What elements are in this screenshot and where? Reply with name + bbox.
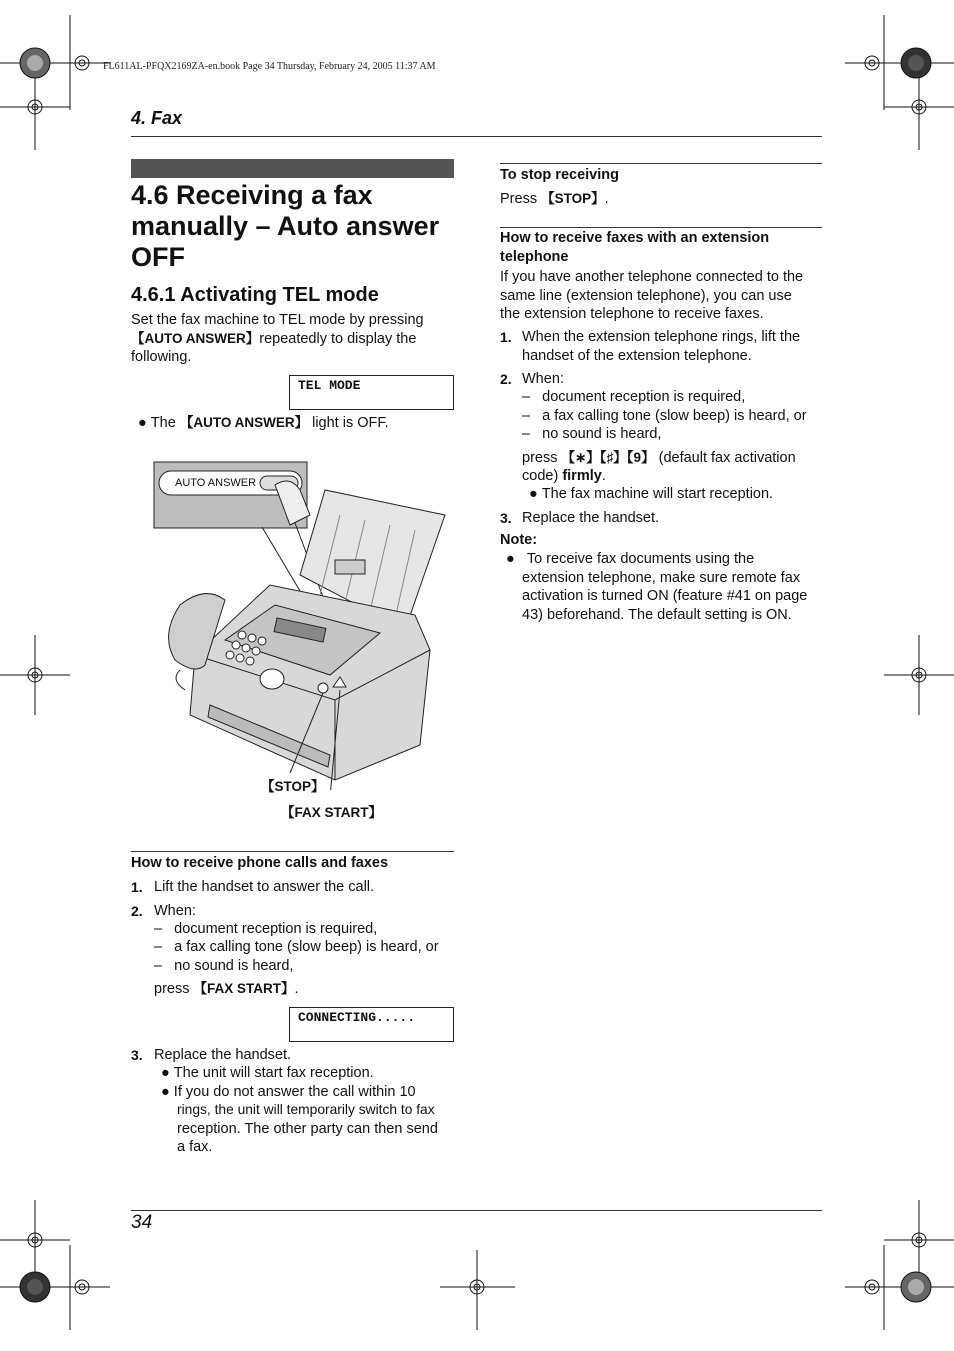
- fax-start-key: 【FAX START】: [193, 981, 295, 996]
- rule-phone-calls: [131, 851, 454, 852]
- page-number: 34: [131, 1212, 153, 1233]
- rule-extension: [500, 227, 822, 228]
- fax-machine-illustration: [150, 455, 450, 790]
- bullet-continued: a fax.: [177, 1139, 213, 1155]
- dash-item: – no sound is heard,: [522, 426, 662, 442]
- bullet-light: [138, 414, 389, 433]
- press-pre: press: [522, 450, 558, 466]
- firmly-text: firmly: [562, 468, 602, 484]
- step-text: Lift the handset to answer the call.: [154, 879, 375, 895]
- stop-callout: 【STOP】: [261, 779, 325, 794]
- file-info: FL611AL-PFQX2169ZA-en.book Page 34 Thursday, February 24, 2005 11:37 AM: [103, 61, 436, 72]
- dash-item: – document reception is required,: [522, 389, 746, 405]
- auto-answer-key-2: 【AUTO ANSWER】: [179, 415, 309, 430]
- page-title: 4.6 Receiving a fax manually – Auto answer OFF: [131, 180, 440, 272]
- section-title: 4. Fax: [131, 108, 183, 128]
- press-pre: press: [154, 981, 190, 997]
- intro-pre: Set the fax machine to TEL mode by pressing: [131, 312, 424, 328]
- extension-para: the extension telephone to receive faxes.: [500, 306, 764, 322]
- auto-answer-label: AUTO ANSWER: [175, 477, 257, 489]
- lcd-connecting: CONNECTING.....: [289, 1007, 454, 1042]
- note-bullet: ● To receive fax documents using the: [506, 551, 755, 567]
- intro-post: repeatedly to display the following.: [131, 330, 417, 366]
- dash-item: – a fax calling tone (slow beep) is heard, or: [522, 408, 807, 424]
- extension-para: same line (extension telephone), you can use: [500, 288, 792, 304]
- bullet-text: If you do not answer the call within 10: [173, 1084, 416, 1100]
- bullet-continued: rings, the unit will temporarily switch to fax: [177, 1102, 435, 1117]
- lcd-tel-mode: TEL MODE: [289, 375, 454, 410]
- press-line: [522, 449, 796, 468]
- step-text: When:: [522, 371, 564, 387]
- subsection-title: 4.6.1 Activating TEL mode: [131, 284, 379, 306]
- phone-calls-heading: How to receive phone calls and faxes: [131, 855, 389, 871]
- step-number: 1.: [500, 329, 512, 345]
- press-pre: Press: [500, 191, 538, 207]
- stop-receiving-heading: To stop receiving: [500, 167, 619, 183]
- rule-stop: [500, 163, 822, 164]
- bullet-item: ● If you do not answer the call within 10: [161, 1084, 416, 1100]
- note-continued: extension telephone, make sure remote fax: [522, 570, 801, 586]
- step-text: Replace the handset.: [522, 510, 660, 526]
- bullet-light-post: light is OFF.: [312, 415, 389, 431]
- bullet-continued: reception. The other party can then send: [177, 1121, 438, 1137]
- bullet-text: The fax machine will start reception.: [541, 486, 774, 502]
- extension-heading-1: How to receive faxes with an extension: [500, 230, 770, 246]
- dash-text: a fax calling tone (slow beep) is heard, or: [542, 408, 807, 424]
- press-post: .: [601, 468, 606, 484]
- activation-keys: 【∗】【♯】【9】: [561, 450, 655, 465]
- bullet-light-pre: The: [150, 415, 176, 431]
- auto-answer-key: 【AUTO ANSWER】: [131, 330, 260, 346]
- step-number: 3.: [131, 1047, 143, 1063]
- dash-text: no sound is heard,: [542, 426, 662, 442]
- step-number: 1.: [131, 879, 143, 895]
- press-post: .: [294, 981, 299, 997]
- dash-item: – no sound is heard,: [154, 958, 294, 974]
- dash-text: document reception is required,: [542, 389, 746, 405]
- title-bar: [131, 159, 454, 178]
- dash-item: – document reception is required,: [154, 921, 378, 937]
- note-label: Note:: [500, 532, 538, 548]
- press-post: .: [604, 191, 609, 207]
- step-number: 3.: [500, 510, 512, 526]
- bullet-dot: ●: [138, 415, 147, 431]
- press-line: [154, 980, 299, 999]
- fax-start-callout: 【FAX START】: [281, 805, 382, 820]
- intro-text: [131, 311, 461, 367]
- note-continued: activation is turned ON (feature #41 on page: [522, 588, 808, 604]
- extension-heading-2: telephone: [500, 249, 569, 265]
- press-post: (default fax activation: [658, 450, 796, 466]
- step-text: When the extension telephone rings, lift the: [522, 329, 801, 345]
- dash-text: no sound is heard,: [174, 958, 294, 974]
- stop-press-line: [500, 190, 609, 209]
- step-text: When:: [154, 903, 196, 919]
- press-pre: code): [522, 468, 559, 484]
- bullet-text: The unit will start fax reception.: [173, 1065, 374, 1081]
- press-line-2: [522, 467, 606, 486]
- step-number: 2.: [131, 903, 143, 919]
- header-rule: [131, 136, 822, 137]
- step-text: Replace the handset.: [154, 1047, 292, 1063]
- extension-para: If you have another telephone connected to the: [500, 269, 804, 285]
- bullet-item: ● The fax machine will start reception.: [529, 486, 774, 502]
- dash-text: document reception is required,: [174, 921, 378, 937]
- stop-key: 【STOP】: [541, 191, 605, 206]
- note-continued: 43) beforehand. The default setting is ON.: [522, 607, 792, 623]
- dash-item: – a fax calling tone (slow beep) is heard, or: [154, 939, 439, 955]
- step-text: handset of the extension telephone.: [522, 348, 752, 364]
- step-number: 2.: [500, 371, 512, 387]
- dash-text: a fax calling tone (slow beep) is heard, or: [174, 939, 439, 955]
- footer-rule: [131, 1210, 822, 1211]
- note-text: To receive fax documents using the: [526, 551, 755, 567]
- bullet-item: ● The unit will start fax reception.: [161, 1065, 374, 1081]
